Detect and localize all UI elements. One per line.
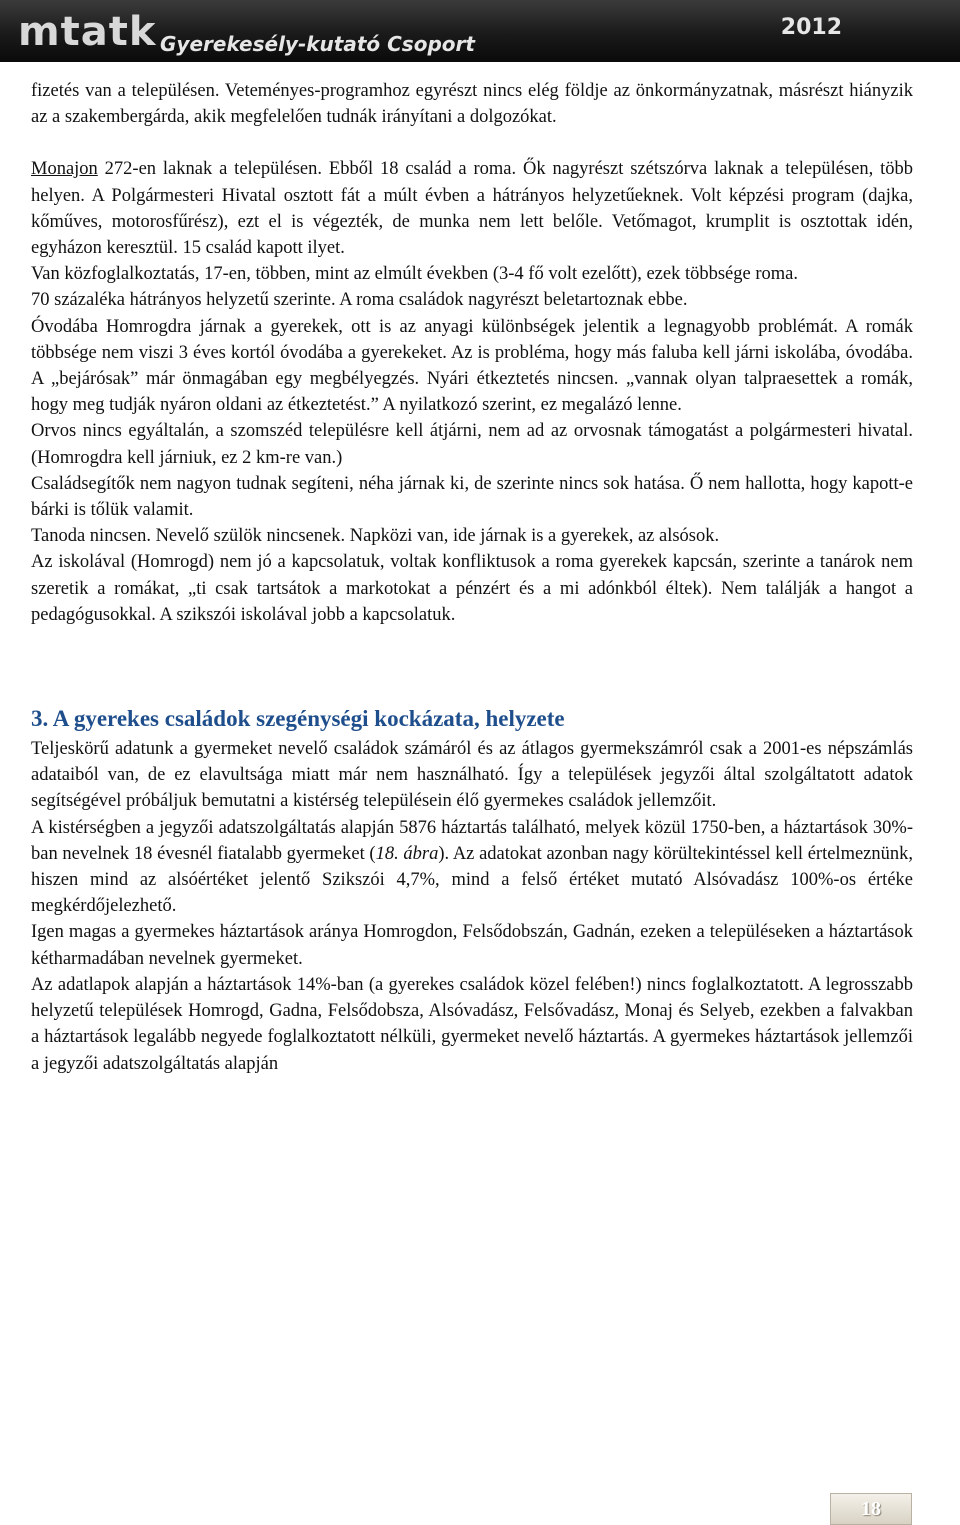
header-subtitle: Gyerekesély-kutató Csoport	[160, 32, 475, 56]
paragraph	[31, 156, 913, 261]
paragraph-text: 272-en laknak a településen. Ebből 18 család a roma. Ők nagyrészt szétszórva laknak a településen, több helyen. A Polgármesteri Hivatal osztott fát a múlt évben a hátrányos helyzetűeknek. Volt képzési program (dajka, kőműves, motorosfűrész), ezt el is végezték, de munka nem lett belőle. Vetőmagot, krumplit is osztottak idén, egyházon keresztül. 15 család kapott ilyet.	[31, 159, 913, 259]
section-spacer	[31, 678, 913, 704]
paragraph: Orvos nincs egyáltalán, a szomszéd településre kell átjárni, nem ad az orvosnak támogatást a polgármesteri hivatal. (Homrogdra kell járniuk, ez 2 km-re van.)	[31, 421, 913, 468]
paragraph: fizetés van a településen. Veteményes-programhoz egyrészt nincs elég földje az önkormányzatnak, másrészt hiányzik az a szakembergárda, akik megfelelően tudnák irányítani a dolgozókat.	[31, 81, 913, 128]
paragraph: Az iskolával (Homrogd) nem jó a kapcsolatuk, voltak konfliktusok a roma gyerekek kapcsán, szerinte a tanárok nem szeretik a romákat, „ti csak tartsátok a markotokat a pénzért és a mi adónkból éltek). Nem találják a hangot a pedagógusokkal. A szikszói iskolával jobb a kapcsolatuk.	[31, 552, 913, 625]
paragraph: Van közfoglalkoztatás, 17-en, többen, mint az elmúlt években (3-4 fő volt ezelőtt), ezek többsége roma.	[31, 264, 798, 285]
monaj-underlined-word: Monajon	[31, 159, 98, 180]
paragraph: Teljeskörű adatunk a gyermeket nevelő családok számáról és az átlagos gyermekszámról csak a 2001-es népszámlás adataiból van, de ez elavultsága miatt már nem használható. Így a települések jegyzői által szolgáltatott adatok segítségével próbáljuk bemutatni a kistérség településein élő gyermekes családok jellemzőit.	[31, 739, 913, 812]
page-number: 18	[830, 1493, 912, 1525]
figure-reference: 18. ábra	[375, 843, 439, 864]
section-heading: 3. A gyerekes családok szegénységi kockázata, helyzete	[31, 706, 565, 732]
header-year: 2012	[780, 15, 842, 40]
paragraph-text: ). Az adatokat azonban nagy körültekintéssel kell értelmeznünk, hiszen mind az alsóértéket jelentő Szikszói 4,7%, mind a felső értéket mutató Alsóvadász 100%-os értéke megkérdőjelezhető.	[31, 843, 914, 917]
paragraph: Családsegítők nem nagyon tudnak segíteni, néha járnak ki, de szerinte nincs sok hatása. Ő nem hallotta, hogy kapott-e bárki is tőlük valamit.	[31, 473, 913, 521]
paragraph: Óvodába Homrogdra járnak a gyerekek, ott is az anyagi különbségek jelentik a legnagyobb problémát. A romák többsége nem viszi 3 éves kortól óvodába a gyerekeket. Az is probléma, hogy más faluba kell járni iskolába, óvodába. A „bejárósak” már önmagában egy megbélyegzés. Nyári étkeztetés nincsen. „vannak olyan talpraesettek a romák, hogy meg tudják nyáron oldani az étkeztetést.” A nyilatkozó szerint, ez megalázó lenne.	[31, 316, 913, 416]
document-body	[31, 78, 913, 1077]
paragraph: 70 százaléka hátrányos helyzetű szerinte. A roma családok nagyrészt beletartoznak ebbe.	[31, 290, 688, 311]
paragraph: Az adatlapok alapján a háztartások 14%-ban (a gyerekes családok közel felében!) nincs foglalkoztatott. A legrosszabb helyzetű települések Homrogd, Gadna, Felsődobsza, Alsóvadász, Felsővadász, Monaj és Selyeb, ezekben a falvakban a háztartások legalább negyede foglalkoztatott nélküli, gyermeket nevelő háztartás. A gyermekes háztartások jellemzői a jegyzői adatszolgáltatás alapján	[31, 974, 913, 1074]
paragraph	[31, 815, 913, 920]
page-header	[0, 0, 960, 62]
paragraph: Tanoda nincsen. Nevelő szülök nincsenek. Napközi van, ide járnak is a gyerekek, az alsósok.	[31, 526, 720, 547]
paragraph: Igen magas a gyermekes háztartások aránya Homrogdon, Felsődobszán, Gadnán, ezeken a településeken a háztartások kétharmadában nevelnek gyermeket.	[31, 922, 913, 969]
paragraph-text: A kistérségben a jegyzői adatszolgáltatás alapján 5876 háztartás található, melyek közül 1750-ben, a háztartások 30%-ban nevelnek 18 évesnél fiatalabb gyermeket (	[31, 817, 913, 864]
paragraph-spacer	[31, 130, 913, 156]
mtatk-logo: mtatk	[18, 9, 157, 55]
section-spacer	[31, 628, 913, 678]
